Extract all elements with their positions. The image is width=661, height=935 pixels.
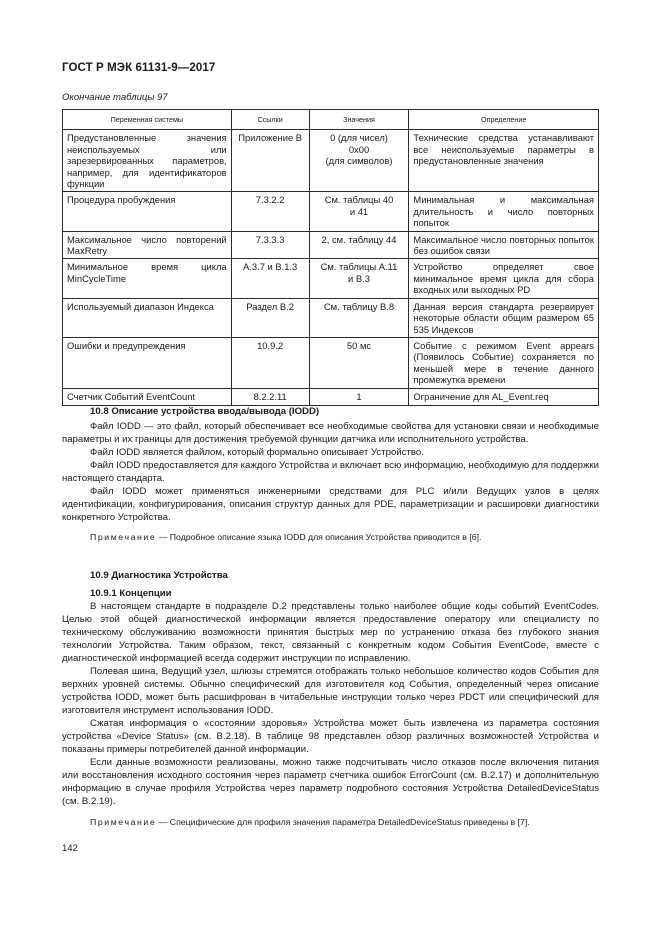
table-header-row bbox=[63, 110, 599, 130]
standard-title: ГОСТ Р МЭК 61131-9—2017 bbox=[62, 62, 216, 74]
paragraph: Файл IODD может применяться инженерными средствами для PLC и/или Ведущих узлов в целях идентификации, конфигурирования, описания структур данных для PDE, параметризации и расшировки диагностики конкретного Устройства. bbox=[62, 486, 599, 523]
paragraph: Если данные возможности реализованы, можно также подсчитывать число отказов после включения питания или восстановления исходного состояния через параметр счетчика ошибок ErrorCount (см. В.2.17) и дополнительную информацию в случае профиля Устройства через параметр подробного состояния Устройства DetailedDeviceStatus (см. В.2.19). bbox=[62, 757, 599, 807]
table-cell: Счетчик Событий EventCount bbox=[63, 388, 232, 405]
note-label: Примечание bbox=[90, 817, 157, 827]
table-cell: 8.2.2.11 bbox=[231, 388, 309, 405]
section-10-8 bbox=[62, 405, 599, 544]
table-cell: Минимальное время цикла MinCycleTime bbox=[63, 259, 232, 298]
paragraph: Файл IODD является файлом, который формально описывает Устройство. bbox=[90, 447, 424, 458]
table-cell: Раздел В.2 bbox=[231, 298, 309, 337]
table-cell: Технические средства устанавливают все неиспользуемые параметры в предустановленные значения bbox=[409, 130, 599, 192]
column-header: Значения bbox=[309, 110, 409, 130]
table-cell: Устройство определяет свое минимальное время цикла для сбора входных или выходных PD bbox=[409, 259, 599, 298]
section-10-9 bbox=[62, 569, 599, 829]
table-row bbox=[63, 298, 599, 337]
note-label: Примечание bbox=[90, 532, 157, 542]
table-cell: 50 мс bbox=[309, 337, 409, 388]
paragraph: В настоящем стандарте в подразделе D.2 представлены только наиболее общие коды событий EventCodes. Целью этой общей диагностической информации является предоставление оператору или специалисту по техническому обслуживанию возможности принятия быстрых мер по устранению отказа без глубокого знания технологии Устройства. Таким образом, текст, связанный с конкретным кодом События EventCode, вместе с диагностической информацией всегда содержит инструкции по исправлению. bbox=[62, 601, 599, 664]
table-cell: 2, см. таблицу 44 bbox=[309, 231, 409, 259]
table-cell: 0 (для чисел) 0x00 (для символов) bbox=[309, 130, 409, 192]
note-text: — Подробное описание языка IODD для описания Устройства приводится в [6]. bbox=[156, 532, 482, 542]
paragraph: Файл IODD предоставляется для каждого Устройства и включает всю информацию, необходимую для поддержки настоящего стандарта. bbox=[62, 460, 599, 484]
table-cell: Используемый диапазон Индекса bbox=[63, 298, 232, 337]
table-cell: Максимальное число повторных попыток без ошибок связи bbox=[409, 231, 599, 259]
table-cell: Предустановленные значения неиспользуемых или зарезервированных параметров, например, для идентификаторов функции bbox=[63, 130, 232, 192]
table-row bbox=[63, 192, 599, 231]
note bbox=[62, 531, 599, 544]
table-cell: 10.9.2 bbox=[231, 337, 309, 388]
table-cell: Данная версия стандарта резервирует некоторые области общим размером 65 535 Индексов bbox=[409, 298, 599, 337]
table-cell: А.3.7 и В.1.3 bbox=[231, 259, 309, 298]
table-row bbox=[63, 130, 599, 192]
paragraph: Полевая шина, Ведущий узел, шлюзы стремятся отображать только небольшое количество кодов События для верхних уровней системы. Обычно специфический для изготовителя код События, определенный через описание устройства IODD, может быть расшифрован в читабельные инструкции только через PDCT или специфический для изготовителя инструмент использования IODD. bbox=[62, 666, 599, 716]
table-cell: 7.3.3.3 bbox=[231, 231, 309, 259]
table-cell: Минимальная и максимальная длительность и число повторных попыток bbox=[409, 192, 599, 231]
table-row bbox=[63, 259, 599, 298]
table-row bbox=[63, 231, 599, 259]
table-cell: Максимальное число повторений MaxRetry bbox=[63, 231, 232, 259]
table-cell: См. таблицу В.8 bbox=[309, 298, 409, 337]
note-text: — Специфические для профиля значения параметра DetailedDeviceStatus приведены в [7]. bbox=[156, 817, 530, 827]
column-header: Определение bbox=[409, 110, 599, 130]
table-cell: 1 bbox=[309, 388, 409, 405]
paragraph: Сжатая информация о «состоянии здоровья» Устройства может быть извлечена из параметра состояния устройства «Device Status» (см. В.2.18). В таблице 98 представлен обзор различных возможностей Устройства и показаны примеры потребителей данной информации. bbox=[62, 718, 599, 755]
table-cell: Ограничение для AL_Event.req bbox=[409, 388, 599, 405]
table-cell: См. таблицы 40 и 41 bbox=[309, 192, 409, 231]
table-cell: Процедура пробуждения bbox=[63, 192, 232, 231]
section-heading: 10.9 Диагностика Устройства bbox=[90, 570, 228, 581]
column-header: Переменная системы bbox=[63, 110, 232, 130]
column-header: Ссылки bbox=[231, 110, 309, 130]
table-cell: Событие с режимом Event appears (Появилось Событие) сохраняется по меньшей мере в течение данного промежутка времени bbox=[409, 337, 599, 388]
table-row bbox=[63, 388, 599, 405]
paragraph: Файл IODD — это файл, который обеспечивает все необходимые свойства для установки связи и необходимые параметры и их границы для достижения требуемой функции датчика или исполнительного устройства. bbox=[62, 421, 599, 445]
table-row bbox=[63, 337, 599, 388]
parameters-table bbox=[62, 109, 599, 406]
note bbox=[62, 816, 599, 829]
table-cell: Приложение В bbox=[231, 130, 309, 192]
table-cell: Ошибки и предупреждения bbox=[63, 337, 232, 388]
table-cell: 7.3.2.2 bbox=[231, 192, 309, 231]
page-number: 142 bbox=[62, 843, 78, 854]
table-cell: См. таблицы А.11 и В.3 bbox=[309, 259, 409, 298]
subsection-heading: 10.9.1 Концепции bbox=[90, 588, 172, 599]
section-heading: 10.8 Описание устройства ввода/вывода (IODD) bbox=[90, 406, 320, 417]
table-caption: Окончание таблицы 97 bbox=[62, 92, 168, 103]
